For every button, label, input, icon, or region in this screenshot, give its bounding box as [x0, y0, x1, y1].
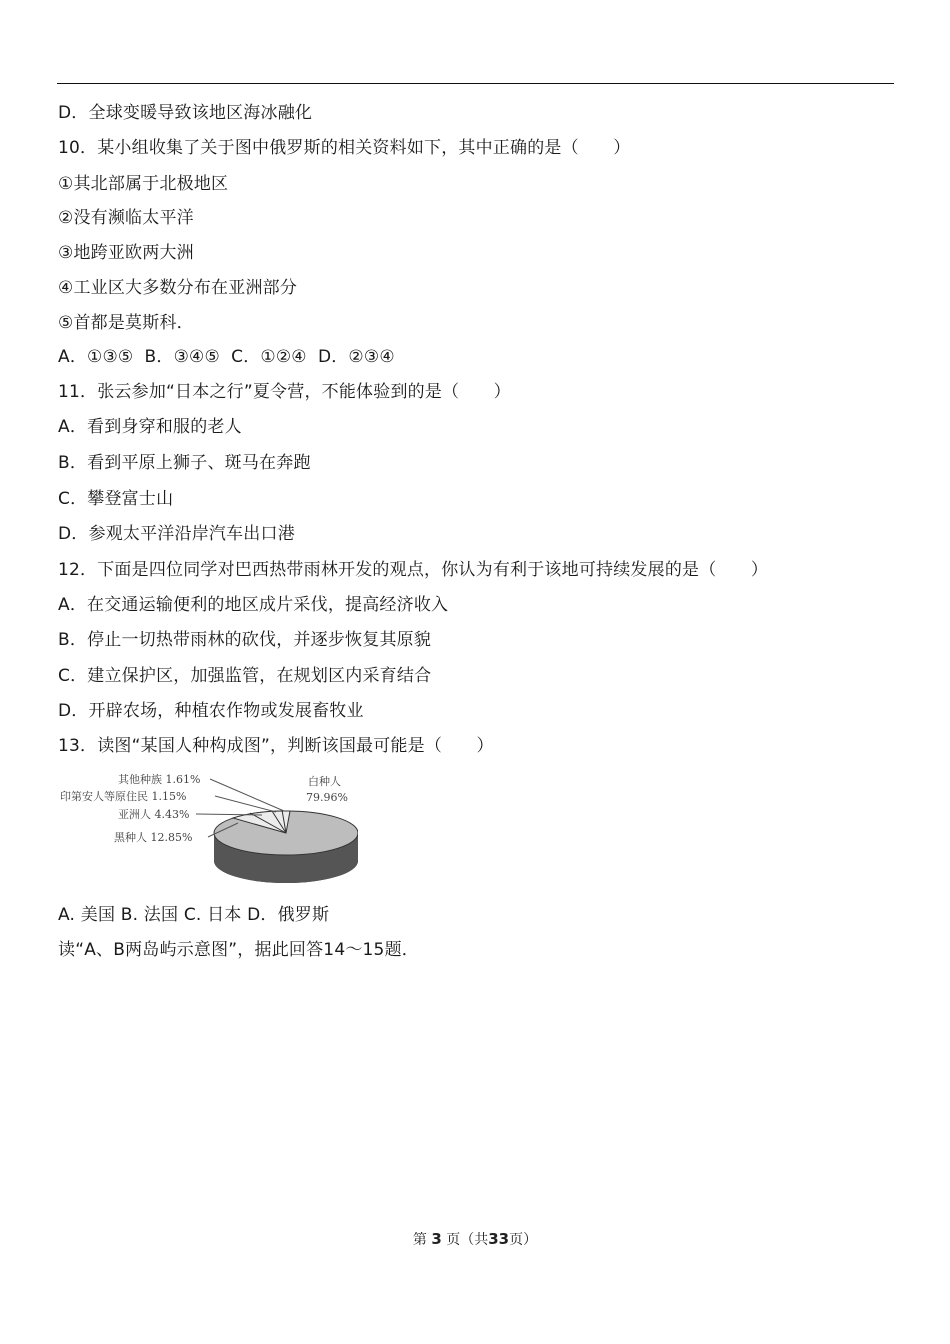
label-other: 其他种族 1.61%	[118, 773, 201, 786]
label-asian: 亚洲人 4.43%	[118, 808, 190, 821]
header-rule	[57, 83, 894, 84]
statement-2: ②没有濒临太平洋	[58, 208, 194, 228]
label-white-name: 白种人	[308, 775, 341, 788]
option-b-q11: B．看到平原上狮子、斑马在奔跑	[58, 453, 311, 473]
race-composition-pie-chart	[58, 765, 358, 883]
option-a-q11: A．看到身穿和服的老人	[58, 417, 242, 437]
option-d-q11: D．参观太平洋沿岸汽车出口港	[58, 524, 295, 544]
footer-middle: 页（共	[446, 1232, 489, 1248]
label-black: 黑种人 12.85%	[114, 831, 193, 844]
option-c-q11: C．攀登富士山	[58, 489, 174, 509]
options-q10: A．①③⑤ B．③④⑤ C．①②④ D．②③④	[58, 347, 395, 367]
footer-suffix: 页）	[509, 1232, 538, 1248]
pie-chart-svg	[58, 765, 358, 883]
option-c-q12: C．建立保护区，加强监管，在规划区内采育结合	[58, 666, 432, 686]
options-q13: A. 美国 B. 法国 C. 日本 D．俄罗斯	[58, 905, 330, 925]
intro-q14-15: 读“A、B两岛屿示意图”，据此回答14～15题．	[58, 940, 419, 960]
option-b-q12: B．停止一切热带雨林的砍伐，并逐步恢复其原貌	[58, 630, 432, 650]
question-13: 13．读图“某国人种构成图”，判断该国最可能是（ ）	[58, 736, 494, 756]
leader-other	[210, 779, 284, 811]
question-10: 10．某小组收集了关于图中俄罗斯的相关资料如下，其中正确的是（ ）	[58, 138, 631, 158]
question-11: 11．张云参加“日本之行”夏令营，不能体验到的是（ ）	[58, 382, 511, 402]
page-footer	[0, 1229, 950, 1249]
question-12: 12．下面是四位同学对巴西热带雨林开发的观点，你认为有利于该地可持续发展的是（ ）	[58, 560, 769, 580]
statement-1: ①其北部属于北极地区	[58, 174, 229, 194]
option-d-q9: D．全球变暖导致该地区海冰融化	[58, 103, 313, 123]
footer-page-number: 3	[431, 1230, 442, 1248]
label-native: 印第安人等原住民 1.15%	[60, 790, 187, 803]
option-d-q12: D．开辟农场，种植农作物或发展畜牧业	[58, 701, 364, 721]
footer-total-pages: 33	[488, 1230, 510, 1248]
label-white-value: 79.96%	[306, 791, 348, 804]
option-a-q12: A．在交通运输便利的地区成片采伐，提高经济收入	[58, 595, 449, 615]
statement-4: ④工业区大多数分布在亚洲部分	[58, 278, 298, 298]
footer-prefix: 第	[412, 1232, 427, 1248]
statement-5: ⑤首都是莫斯科．	[58, 313, 194, 333]
statement-3: ③地跨亚欧两大洲	[58, 243, 194, 263]
